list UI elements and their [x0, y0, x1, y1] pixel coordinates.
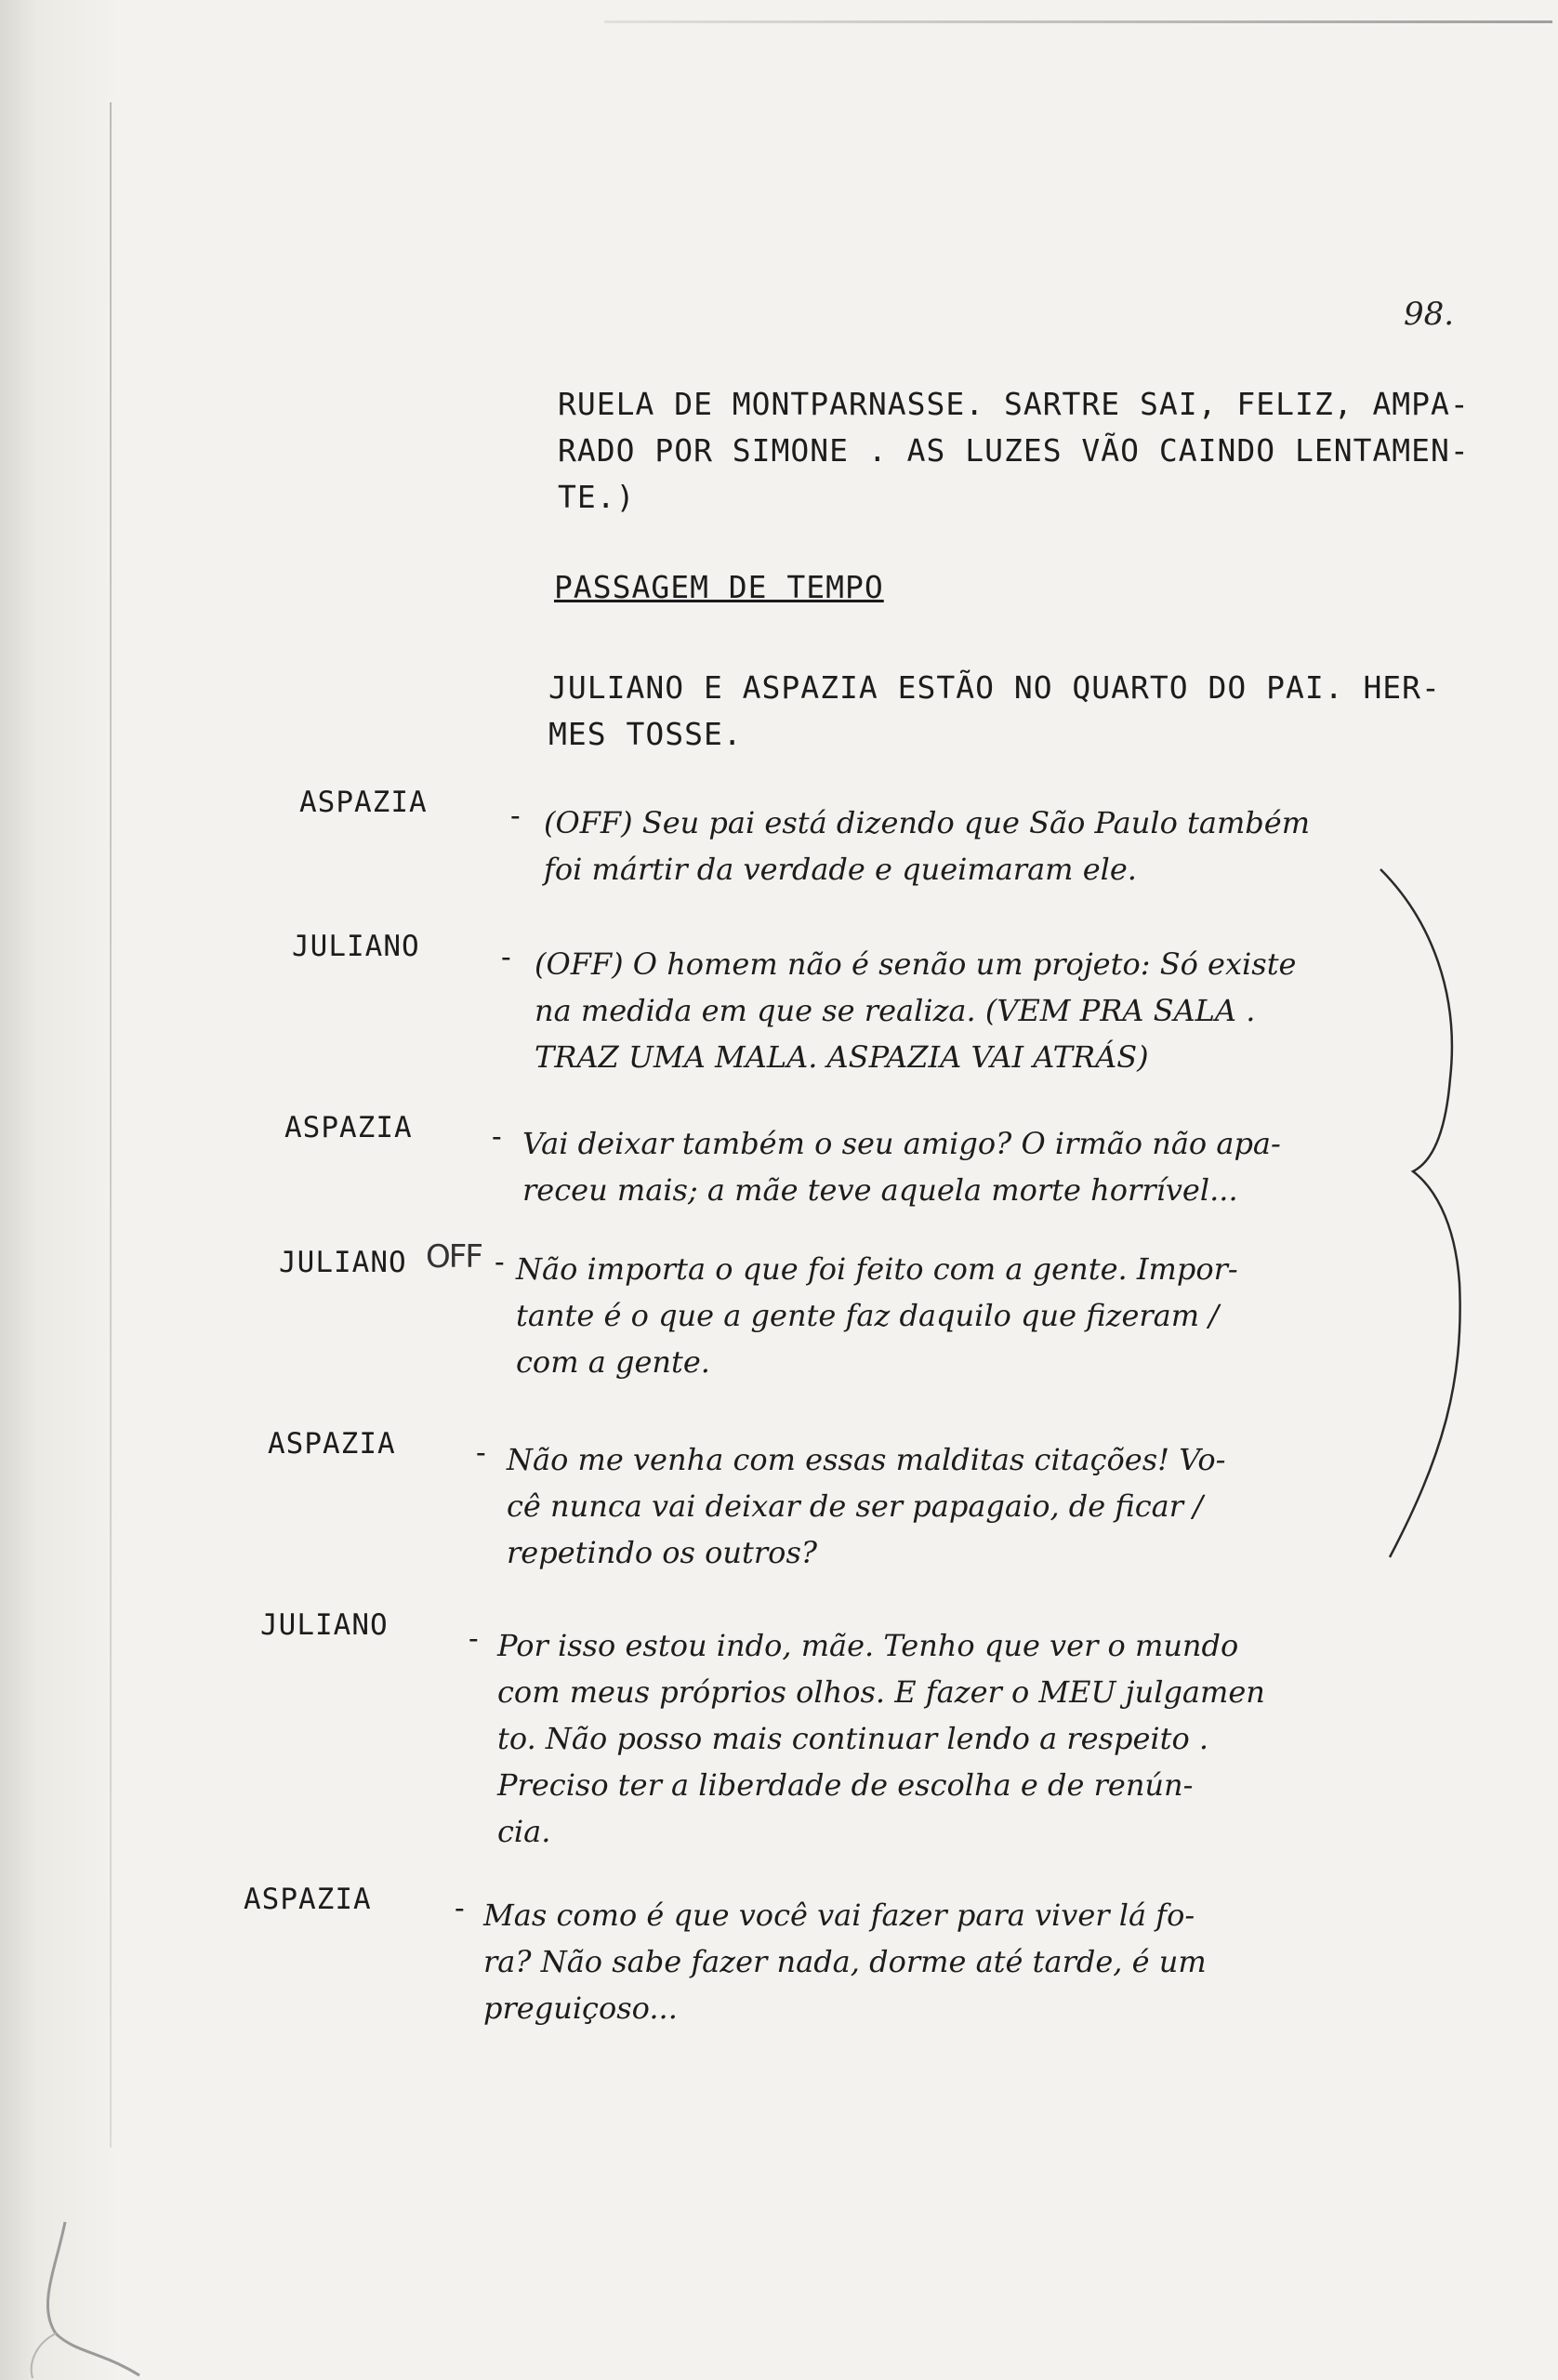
- page-number: 98.: [1404, 296, 1455, 333]
- dialogue-line: Mas como é que você vai fazer para viver lá fo-: [483, 1897, 1195, 1933]
- speaker-name: JULIANO: [292, 930, 420, 963]
- page-corner-curl: [0, 2213, 149, 2380]
- dialogue-line: ra? Não sabe fazer nada, dorme até tarde, é um: [483, 1944, 1207, 1979]
- dialogue-line: com a gente.: [516, 1344, 710, 1380]
- stage-direction-line: RUELA DE MONTPARNASSE. SARTRE SAI, FELIZ, AMPA-: [558, 386, 1470, 422]
- dialogue-line: Por isso estou indo, mãe. Tenho que ver o mundo: [497, 1628, 1239, 1663]
- page-edge-shadow: [0, 0, 121, 2380]
- dialogue-line: na medida em que se realiza. (VEM PRA SALA .: [535, 993, 1256, 1028]
- dialogue-line: preguiçoso...: [483, 1990, 678, 2026]
- dialogue-dash: -: [491, 1246, 508, 1279]
- stage-direction-line: MES TOSSE.: [548, 716, 743, 752]
- dialogue-text: [483, 1892, 1441, 2031]
- dialogue-line: cia.: [497, 1814, 551, 1849]
- dialogue-dash: -: [465, 1622, 482, 1656]
- dialogue-line: Não importa o que foi feito com a gente. Impor-: [516, 1251, 1238, 1287]
- speaker-name: JULIANO: [279, 1246, 407, 1279]
- dialogue-text: [516, 1246, 1473, 1385]
- stage-direction-line: JULIANO E ASPAZIA ESTÃO NO QUARTO DO PAI. HER-: [548, 669, 1441, 706]
- dialogue-dash: -: [497, 941, 515, 974]
- dialogue-text: [544, 800, 1501, 892]
- dialogue-line: (OFF) O homem não é senão um projeto: Só existe: [535, 946, 1297, 982]
- speaker-name: JULIANO: [260, 1608, 389, 1642]
- dialogue-line: Vai deixar também o seu amigo? O irmão não apa-: [522, 1126, 1281, 1161]
- stage-direction-2: [548, 665, 1487, 758]
- dialogue-line: to. Não posso mais continuar lendo a respeito .: [497, 1721, 1209, 1756]
- dialogue-line: com meus próprios olhos. E fazer o MEU julgamen: [497, 1674, 1265, 1710]
- dialogue-dash: -: [507, 800, 524, 833]
- dialogue-text: [522, 1120, 1480, 1213]
- dialogue-line: (OFF) Seu pai está dizendo que São Paulo também: [544, 805, 1311, 840]
- dialogue-line: receu mais; a mãe teve aquela morte horrível...: [522, 1172, 1238, 1208]
- dialogue-line: Não me venha com essas malditas citações! Vo-: [507, 1442, 1226, 1477]
- stage-direction-line: TE.): [558, 479, 636, 515]
- dialogue-text: [497, 1622, 1455, 1855]
- speaker-name: ASPAZIA: [299, 786, 428, 819]
- binder-margin-line: [110, 102, 112, 2148]
- speaker-name: ASPAZIA: [284, 1111, 413, 1144]
- handwritten-bracket: [1376, 865, 1478, 1571]
- dialogue-line: TRAZ UMA MALA. ASPAZIA VAI ATRÁS): [535, 1039, 1149, 1075]
- dialogue-dash: -: [451, 1892, 469, 1925]
- dialogue-dash: -: [472, 1436, 490, 1470]
- dialogue-line: repetindo os outros?: [507, 1535, 818, 1570]
- handwritten-off-annotation: OFF: [426, 1238, 482, 1276]
- speaker-name: ASPAZIA: [268, 1427, 396, 1461]
- stage-direction-1: [558, 381, 1497, 521]
- speaker-name: ASPAZIA: [244, 1883, 372, 1916]
- top-edge-rule: [604, 20, 1552, 23]
- dialogue-line: foi mártir da verdade e queimaram ele.: [544, 852, 1137, 887]
- section-heading: PASSAGEM DE TEMPO: [554, 569, 884, 605]
- dialogue-line: tante é o que a gente faz daquilo que fizeram /: [516, 1298, 1220, 1333]
- dialogue-line: Preciso ter a liberdade de escolha e de renún-: [497, 1767, 1194, 1803]
- dialogue-text: [535, 941, 1492, 1080]
- dialogue-line: cê nunca vai deixar de ser papagaio, de ficar /: [507, 1488, 1203, 1524]
- dialogue-text: [507, 1436, 1464, 1576]
- dialogue-dash: -: [488, 1120, 506, 1154]
- stage-direction-line: RADO POR SIMONE . AS LUZES VÃO CAINDO LENTAMEN-: [558, 432, 1470, 469]
